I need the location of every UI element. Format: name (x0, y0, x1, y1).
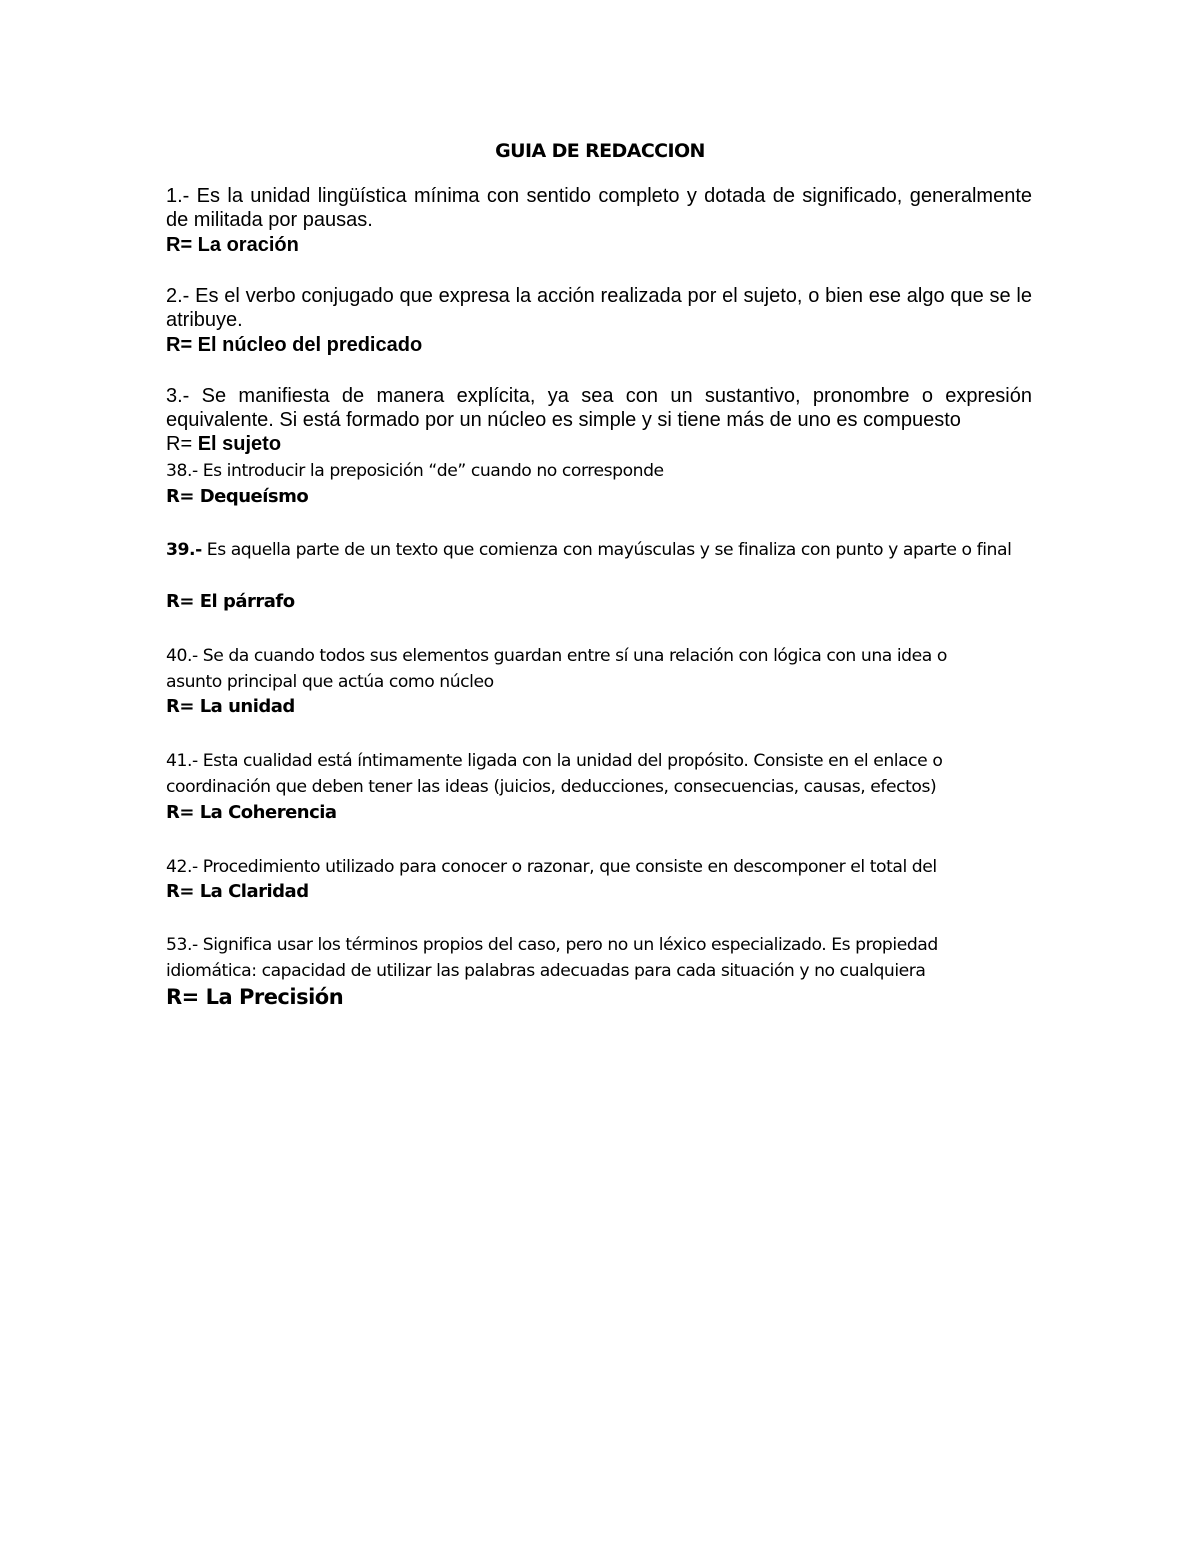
answer-3-text: El sujeto (197, 433, 282, 455)
question-1: 1.- Es la unidad lingüística mínima con sentido completo y dotada de significado, generalmente de militada por pausas. (166, 185, 1032, 231)
answer-42: R= La Claridad (166, 881, 309, 902)
answer-41: R= La Coherencia (166, 802, 337, 823)
question-39-text: Es aquella parte de un texto que comienza con mayúsculas y se finaliza con punto y aparte o final (201, 540, 1012, 560)
question-41: 41.- Esta cualidad está íntimamente ligada con la unidad del propósito. Consiste en el enlace o coordinación que deben tener las ideas (juicios, deducciones, consecuencias, causas, efectos) (166, 751, 943, 797)
answer-3-prefix: R= (166, 433, 198, 455)
question-40: 40.- Se da cuando todos sus elementos guardan entre sí una relación con lógica con una idea o asunto principal que actúa como núcleo (166, 646, 947, 692)
question-39-number: 39.- (166, 540, 202, 560)
answer-2: R= El núcleo del predicado (166, 334, 423, 356)
question-42: 42.- Procedimiento utilizado para conocer o razonar, que consiste en descomponer el total del (166, 857, 937, 877)
question-3: 3.- Se manifiesta de manera explícita, ya sea con un sustantivo, pronombre o expresión equivalente. Si está formado por un núcleo es simple y si tiene más de uno es compuesto (166, 385, 1032, 431)
answer-38: R= Dequeísmo (166, 486, 309, 507)
question-2: 2.- Es el verbo conjugado que expresa la acción realizada por el sujeto, o bien ese algo que se le atribuye. (166, 285, 1032, 331)
answer-1: R= La oración (166, 234, 299, 256)
answer-40: R= La unidad (166, 696, 295, 717)
document-title: GUIA DE REDACCION (495, 140, 705, 162)
question-53: 53.- Significa usar los términos propios del caso, pero no un léxico especializado. Es propiedad idiomática: capacidad de utilizar las palabras adecuadas para cada situación y no cualquiera (166, 935, 938, 981)
question-38: 38.- Es introducir la preposición “de” cuando no corresponde (166, 461, 664, 481)
question-39 (166, 537, 1016, 563)
answer-53: R= La Precisión (166, 985, 344, 1009)
answer-3 (166, 432, 281, 456)
answer-39: R= El párrafo (166, 591, 295, 612)
